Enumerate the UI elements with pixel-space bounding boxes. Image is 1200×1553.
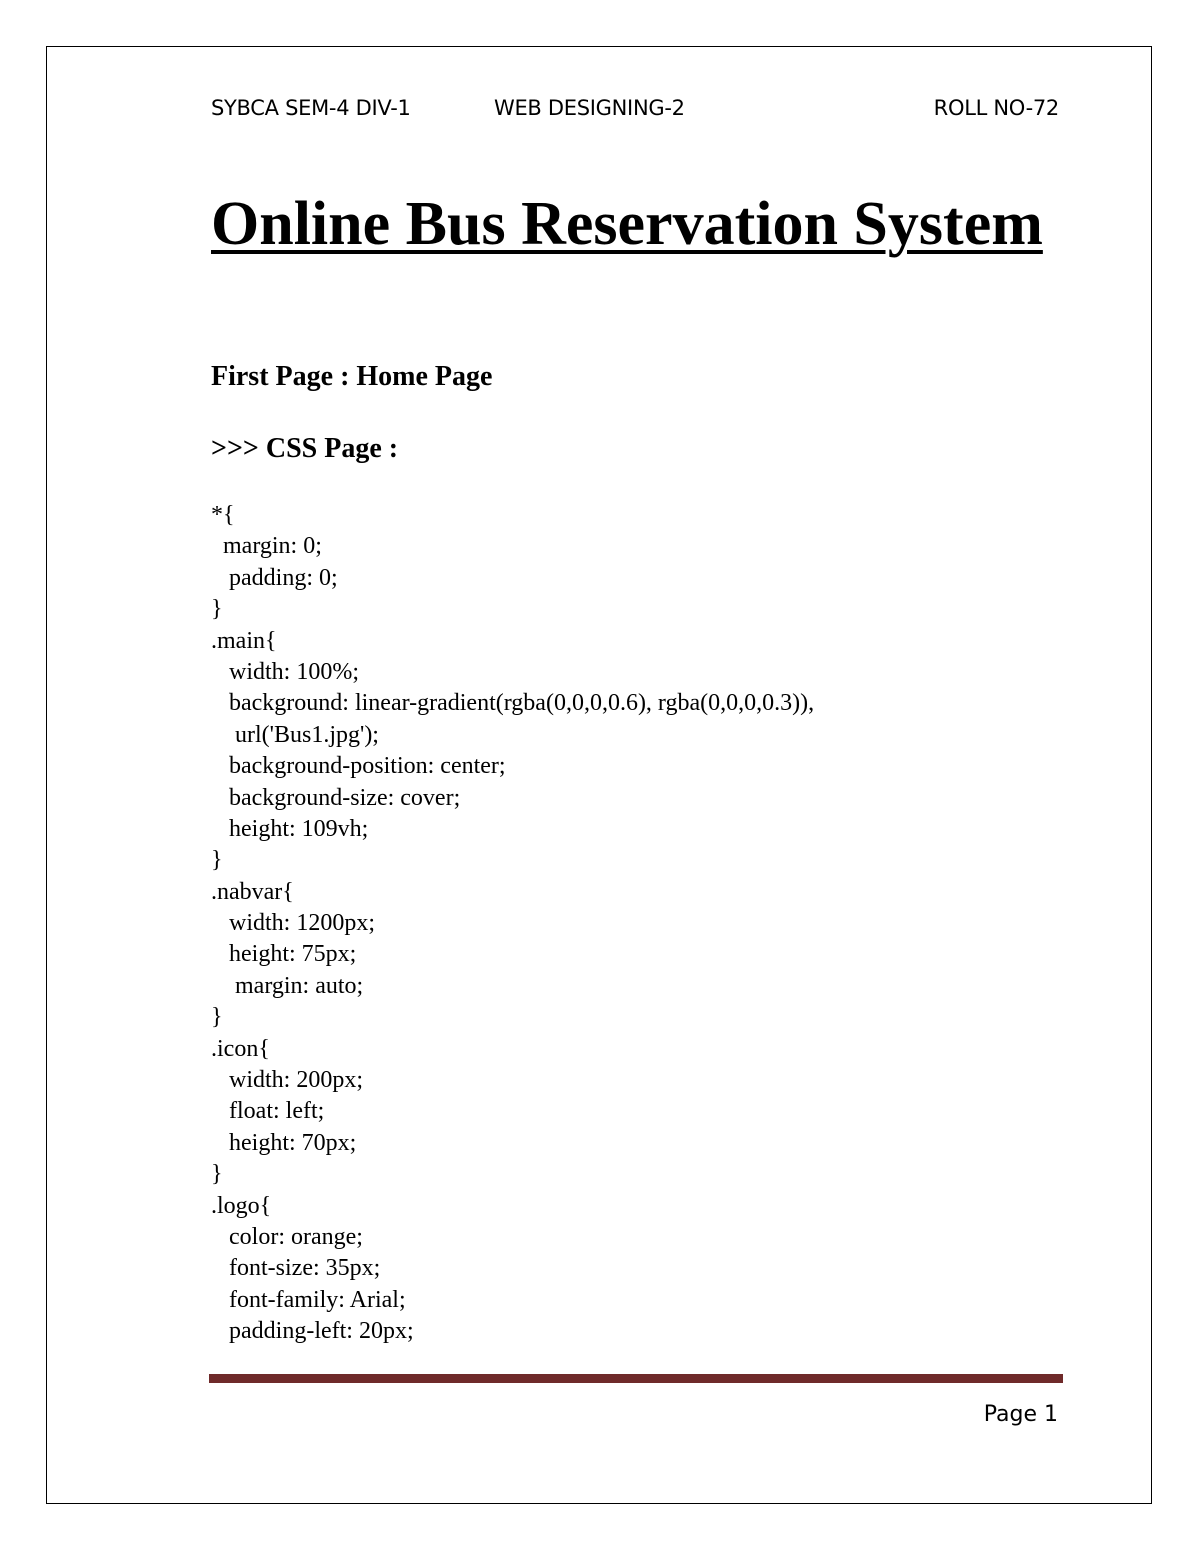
section-heading-css-page: >>> CSS Page : [211,433,399,464]
header-class-info: SYBCA SEM-4 DIV-1 [211,96,411,120]
footer-divider [209,1374,1063,1383]
code-line: float: left; [211,1098,325,1125]
css-code-listing [211,500,814,1348]
code-line: .main{ [211,627,277,654]
code-line: height: 70px; [211,1129,357,1156]
code-line: color: orange; [211,1223,363,1250]
code-line: url('Bus1.jpg'); [211,721,379,748]
header-roll-number: ROLL NO-72 [933,96,1059,120]
code-line: padding: 0; [211,564,338,591]
code-line: width: 1200px; [211,910,376,937]
code-line: background: linear-gradient(rgba(0,0,0,0.6), rgba(0,0,0,0.3)), [211,690,815,717]
code-line: font-family: Arial; [211,1286,406,1313]
code-line: .icon{ [211,1035,270,1062]
code-line: background-position: center; [211,753,506,780]
document-title: Online Bus Reservation System [211,190,1043,258]
code-line: width: 100%; [211,658,359,685]
code-line: width: 200px; [211,1067,364,1094]
code-line: height: 109vh; [211,815,369,842]
code-line: padding-left: 20px; [211,1318,414,1345]
code-line: margin: 0; [211,533,322,560]
section-heading-home-page: First Page : Home Page [211,361,493,392]
code-line: .nabvar{ [211,878,294,905]
header-subject: WEB DESIGNING-2 [494,96,685,120]
code-line: .logo{ [211,1192,272,1219]
code-line: height: 75px; [211,941,357,968]
code-line: margin: auto; [211,972,364,999]
code-line: background-size: cover; [211,784,461,811]
code-line: font-size: 35px; [211,1255,381,1282]
code-line: } [211,1161,223,1188]
code-line: } [211,847,223,874]
page-header [211,96,1059,126]
code-line: *{ [211,502,235,528]
page-number: Page 1 [983,1402,1058,1427]
code-line: } [211,1004,223,1031]
code-line: } [211,596,223,623]
